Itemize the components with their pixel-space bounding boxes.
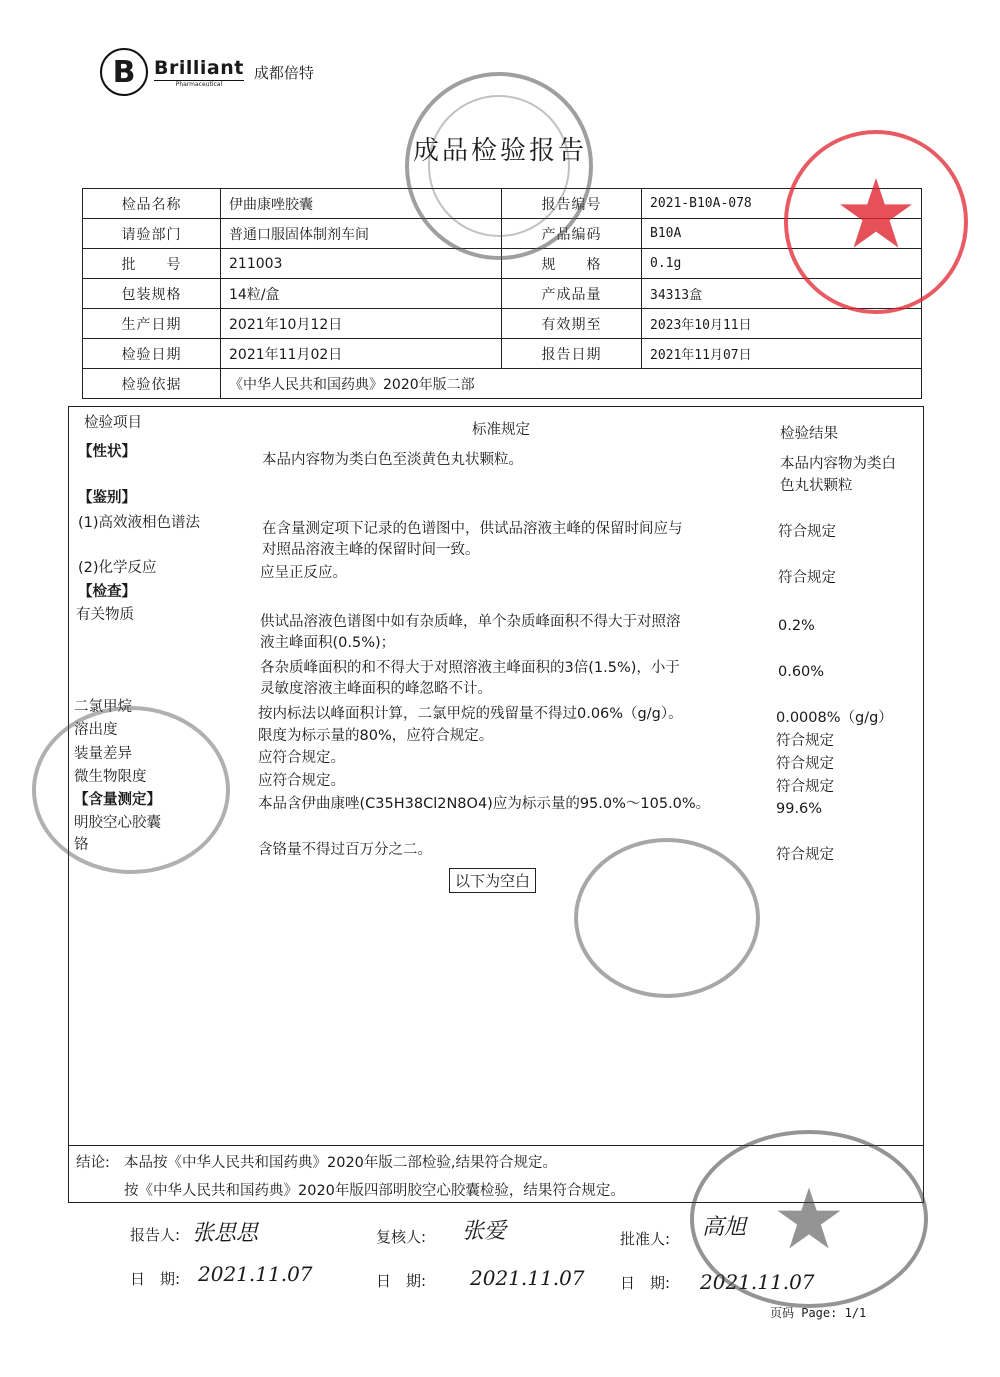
info-label: 有效期至 <box>502 309 642 339</box>
info-value: 34313盒 <box>642 279 922 309</box>
item-fill: 装量差异 <box>74 746 132 762</box>
res-assay: 99.6% <box>776 801 823 817</box>
date-value-2: 2021.11.07 <box>470 1266 585 1290</box>
basis-value: 《中华人民共和国药典》2020年版二部 <box>221 369 922 399</box>
res-fill: 符合规定 <box>776 756 834 772</box>
reporter-label: 报告人: <box>130 1226 181 1244</box>
date-value-3: 2021.11.07 <box>700 1270 815 1294</box>
info-value: 211003 <box>221 249 502 279</box>
info-label: 报告编号 <box>502 189 642 219</box>
info-value: 14粒/盒 <box>221 279 502 309</box>
stamp-quality-inspection <box>405 72 593 260</box>
item-related: 有关物质 <box>76 607 134 623</box>
info-value: 0.1g <box>642 249 922 279</box>
res-dcm: 0.0008%（g/g） <box>776 710 893 726</box>
res-related-1: 0.2% <box>778 618 815 634</box>
info-value: 2021-B10A-078 <box>642 189 922 219</box>
info-label: 检品名称 <box>83 189 221 219</box>
info-value: 2021年11月02日 <box>221 339 502 369</box>
info-value: B10A <box>642 219 922 249</box>
res-chrome: 符合规定 <box>776 847 834 863</box>
blank-marker: 以下为空白 <box>449 868 536 893</box>
company-logo <box>100 48 314 96</box>
section-jianbie: 【鉴别】 <box>78 490 136 506</box>
info-value: 2021年10月12日 <box>221 309 502 339</box>
logo-sub: Pharmaceutical <box>154 80 244 88</box>
section-assay: 【含量测定】 <box>74 792 161 808</box>
info-value: 2021年11月07日 <box>642 339 922 369</box>
res-chem: 符合规定 <box>778 570 836 586</box>
std-chem: 应呈正反应。 <box>260 565 347 581</box>
col-result: 检验结果 <box>780 426 838 442</box>
info-label: 批 号 <box>83 249 221 279</box>
res-micro: 符合规定 <box>776 779 834 795</box>
item-capsule: 明胶空心胶囊 <box>74 815 161 831</box>
stamp-qa-department-red <box>784 130 968 314</box>
std-hplc-1: 在含量测定项下记录的色谱图中，供试品溶液主峰的保留时间应与 <box>262 521 683 537</box>
info-label: 报告日期 <box>502 339 642 369</box>
date-label-2: 日 期: <box>376 1272 427 1290</box>
info-value: 伊曲康唑胶囊 <box>221 189 502 219</box>
info-row <box>83 339 922 369</box>
info-row-basis <box>83 369 922 399</box>
info-row <box>83 309 922 339</box>
logo-brand: Brilliant <box>154 56 244 79</box>
page-number: 页码 Page: 1/1 <box>770 1306 867 1320</box>
std-related-3: 各杂质峰面积的和不得大于对照溶液主峰面积的3倍(1.5%)，小于 <box>260 660 680 676</box>
std-micro: 应符合规定。 <box>258 773 345 789</box>
res-related-2: 0.60% <box>778 664 825 680</box>
stamp-center-gray <box>574 838 760 998</box>
res-dissolution: 符合规定 <box>776 733 834 749</box>
conclusion-line-2: 按《中华人民共和国药典》2020年版四部明胶空心胶囊检验，结果符合规定。 <box>124 1183 625 1199</box>
info-label: 生产日期 <box>83 309 221 339</box>
info-label: 检验日期 <box>83 339 221 369</box>
item-dcm: 二氯甲烷 <box>74 699 132 715</box>
item-chrome: 铬 <box>74 837 89 853</box>
info-label: 产成品量 <box>502 279 642 309</box>
approver-signature: 高旭 <box>702 1215 747 1240</box>
res-xingzhuang-1: 本品内容物为类白 <box>780 456 896 472</box>
reporter-signature: 张思思 <box>192 1221 259 1246</box>
conclusion-label: 结论: <box>76 1155 110 1171</box>
logo-mark: B <box>100 48 148 96</box>
date-label-1: 日 期: <box>130 1270 181 1288</box>
approver-label: 批准人: <box>620 1230 671 1248</box>
col-item: 检验项目 <box>84 415 142 431</box>
reviewer-signature: 张爱 <box>462 1219 507 1244</box>
basis-label: 检验依据 <box>83 369 221 399</box>
std-dcm: 按内标法以峰面积计算，二氯甲烷的残留量不得过0.06%（g/g）。 <box>258 706 683 722</box>
stamp-left-gray <box>32 706 230 874</box>
res-hplc: 符合规定 <box>778 524 836 540</box>
item-dissolution: 溶出度 <box>74 722 118 738</box>
std-related-1: 供试品溶液色谱图中如有杂质峰，单个杂质峰面积不得大于对照溶 <box>260 614 681 630</box>
info-label: 请验部门 <box>83 219 221 249</box>
item-hplc: (1)高效液相色谱法 <box>78 515 201 531</box>
reviewer-label: 复核人: <box>376 1228 427 1246</box>
std-assay: 本品含伊曲康唑(C35H38Cl2N8O4)应为标示量的95.0%～105.0%。 <box>258 796 711 812</box>
section-jiancha: 【检查】 <box>78 584 136 600</box>
info-value: 2023年10月11日 <box>642 309 922 339</box>
info-value: 普通口服固体制剂车间 <box>221 219 502 249</box>
logo-cn: 成都倍特 <box>253 63 314 82</box>
info-label: 包装规格 <box>83 279 221 309</box>
std-chrome: 含铬量不得过百万分之二。 <box>258 842 432 858</box>
info-label: 产品编码 <box>502 219 642 249</box>
page-title: 成品检验报告 <box>412 136 587 166</box>
info-label: 规 格 <box>502 249 642 279</box>
conclusion-line-1: 本品按《中华人民共和国药典》2020年版二部检验,结果符合规定。 <box>124 1155 558 1171</box>
info-row <box>83 279 922 309</box>
std-related-4: 灵敏度溶液主峰面积的峰忽略不计。 <box>260 681 492 697</box>
std-dissolution: 限度为标示量的80%，应符合规定。 <box>258 728 494 744</box>
std-xingzhuang: 本品内容物为类白色至淡黄色丸状颗粒。 <box>262 452 523 468</box>
col-standard: 标准规定 <box>472 422 530 438</box>
std-hplc-2: 对照品溶液主峰的保留时间一致。 <box>262 542 480 558</box>
date-label-3: 日 期: <box>620 1274 671 1292</box>
date-value-1: 2021.11.07 <box>198 1262 313 1286</box>
section-xingzhuang: 【性状】 <box>78 444 136 460</box>
std-related-2: 液主峰面积(0.5%)； <box>260 635 396 651</box>
item-chem: (2)化学反应 <box>78 560 157 576</box>
item-micro: 微生物限度 <box>74 769 147 785</box>
stamp-bottom-gray <box>690 1130 928 1308</box>
std-fill: 应符合规定。 <box>258 750 345 766</box>
res-xingzhuang-2: 色丸状颗粒 <box>780 478 853 494</box>
